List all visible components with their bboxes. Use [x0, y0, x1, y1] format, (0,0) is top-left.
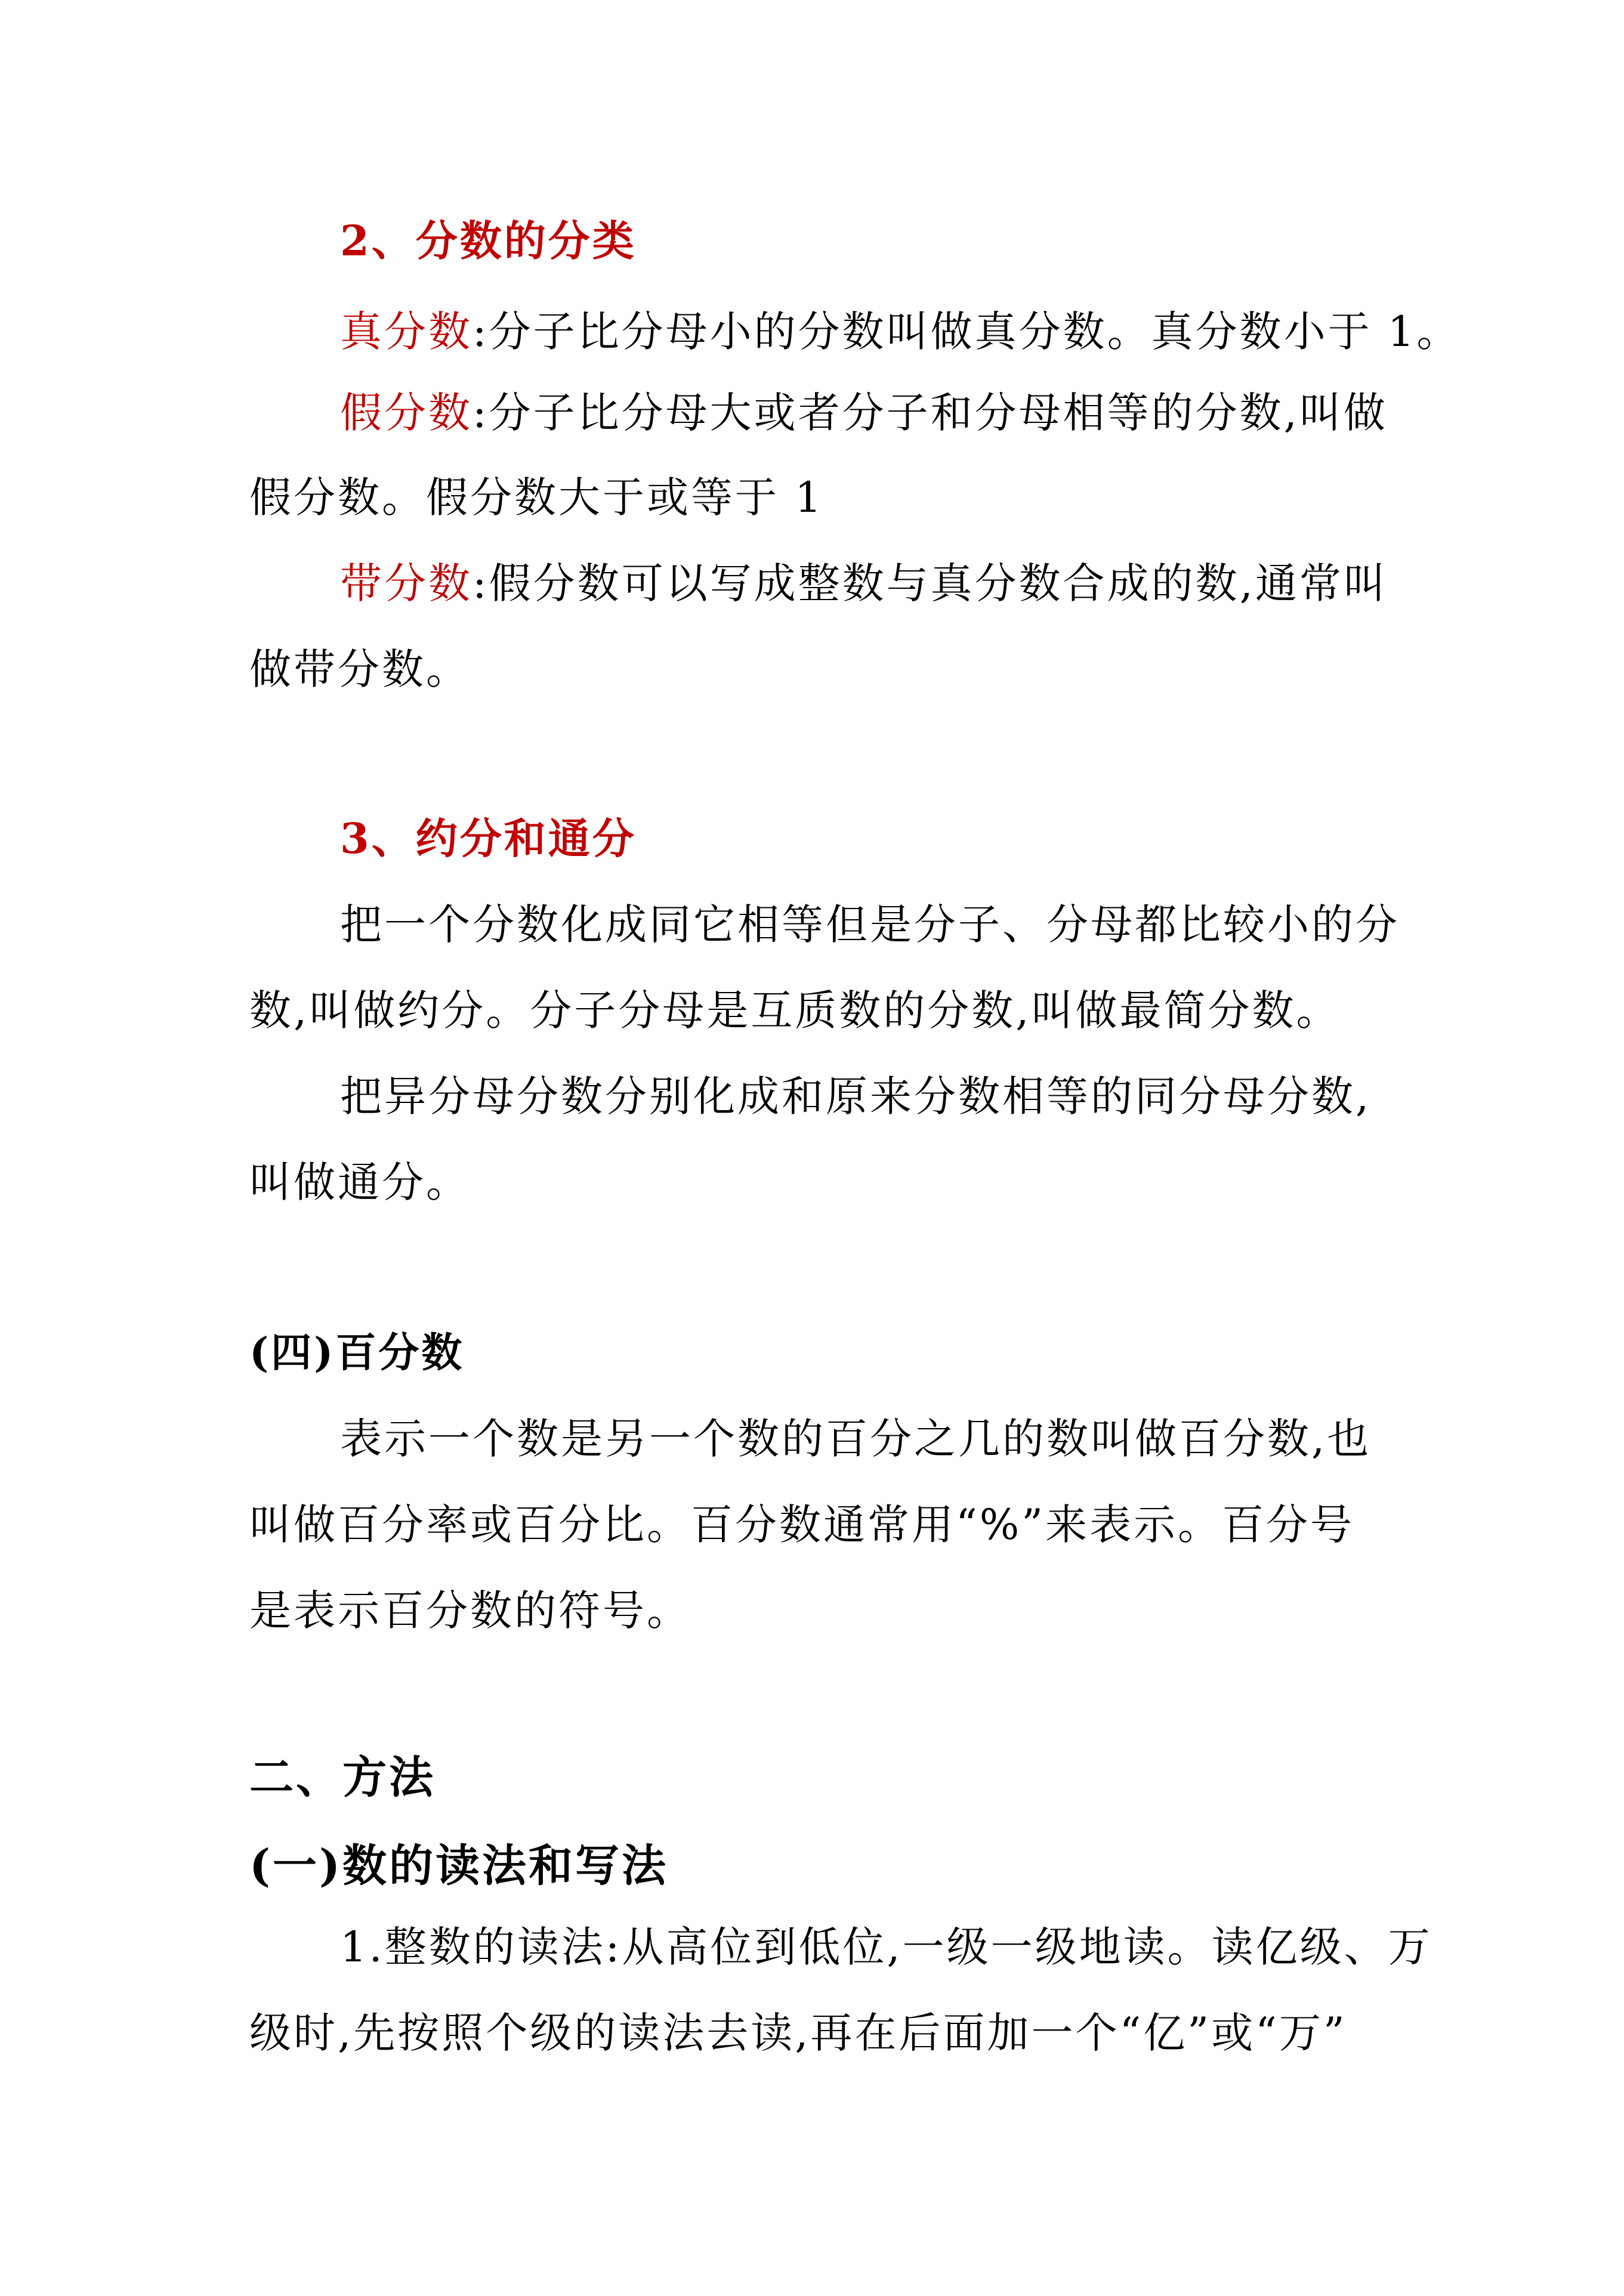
term-improper-fraction: 假分数	[340, 388, 473, 437]
section-heading-reduction-common-denominator: 3、约分和通分	[340, 814, 637, 863]
percentage-paragraph-line-1: 表示一个数是另一个数的百分之几的数叫做百分数,也	[340, 1414, 1372, 1463]
definition-text: :分子比分母小的分数叫做真分数。真分数小于 1。	[473, 307, 1461, 356]
term-mixed-number: 带分数	[340, 559, 473, 608]
term-proper-fraction: 真分数	[340, 307, 473, 356]
mixed-number-definition	[340, 554, 1388, 613]
definition-text: :分子比分母大或者分子和分母相等的分数,叫做	[473, 388, 1388, 437]
reduction-paragraph-line-1: 把一个分数化成同它相等但是分子、分母都比较小的分	[340, 900, 1400, 949]
common-denominator-paragraph-line-2: 叫做通分。	[249, 1158, 470, 1207]
percentage-paragraph-line-3: 是表示百分数的符号。	[249, 1586, 691, 1635]
section-heading-percentage: (四)百分数	[249, 1329, 465, 1377]
common-denominator-paragraph-line-1: 把异分母分数分别化成和原来分数相等的同分母分数,	[340, 1072, 1372, 1121]
percentage-paragraph-line-2: 叫做百分率或百分比。百分数通常用“%”来表示。百分号	[249, 1500, 1355, 1549]
section-heading-fraction-classification: 2、分数的分类	[340, 216, 637, 265]
proper-fraction-definition	[340, 302, 1461, 361]
definition-text: :假分数可以写成整数与真分数合成的数,通常叫	[473, 559, 1388, 608]
improper-fraction-definition	[340, 383, 1388, 443]
integer-reading-paragraph-line-2: 级时,先按照个级的读法去读,再在后面加一个“亿”或“万”	[249, 2008, 1347, 2057]
improper-fraction-definition-cont: 假分数。假分数大于或等于 1	[249, 473, 824, 522]
integer-reading-paragraph-line-1: 1.整数的读法:从高位到低位,一级一级地读。读亿级、万	[340, 1923, 1432, 1971]
reduction-paragraph-line-2: 数,叫做约分。分子分母是互质数的分数,叫做最简分数。	[249, 986, 1341, 1035]
part-heading-methods: 二、方法	[249, 1752, 436, 1803]
mixed-number-definition-cont: 做带分数。	[249, 645, 470, 694]
sub-heading-reading-writing-numbers: (一)数的读法和写法	[249, 1840, 669, 1892]
